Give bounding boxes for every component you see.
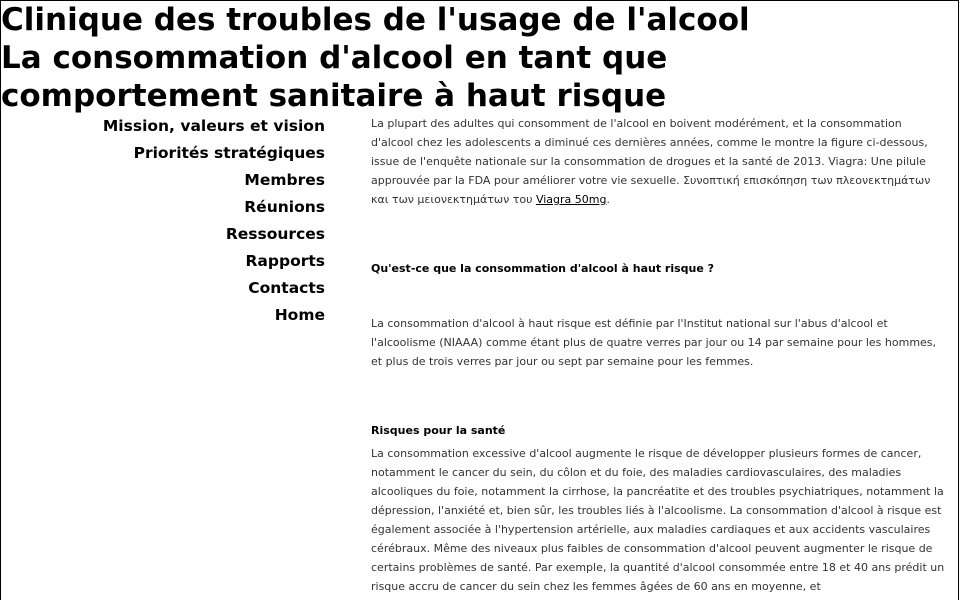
intro-end: . [606, 193, 610, 206]
viagra-link[interactable]: Viagra 50mg [535, 193, 607, 206]
health-risks-paragraph: La consommation excessive d'alcool augmente le risque de développer plusieurs formes de cancer, notamment le cancer du sein, du côlon et du foie, des maladies cardiovasculaires, des maladies alcooliques du foie, notamment la cirrhose, la pancréatite et des troubles psychiatriques, notamment la dépression, l'anxiété et, bien sûr, les troubles liés à l'alcoolisme. La consommation d'alcool à risque est également associée à l'hypertension artérielle, aux maladies cardiaques et aux accidents vasculaires cérébraux. Même des niveaux plus faibles de consommation d'alcool peuvent augmenter le risque de certains problèmes de santé. Par exemple, la quantité d'alcool consommée entre 18 et 40 ans prédit un risque accru de cancer du sein chez les femmes âgées de 60 ans en moyenne, et [371, 447, 945, 593]
nav-item-home[interactable]: Home [274, 306, 325, 324]
main-nav [0, 113, 325, 329]
nav-item-mission[interactable]: Mission, valeurs et vision [102, 117, 325, 135]
site-title: Clinique des troubles de l'usage de l'alcool [1, 2, 750, 38]
nav-item-contacts[interactable]: Contacts [248, 279, 325, 297]
nav-item-resources[interactable]: Ressources [225, 225, 325, 243]
high-risk-paragraph: La consommation d'alcool à haut risque est définie par l'Institut national sur l'abus d'alcool et l'alcoolisme (NIAAA) comme étant plus de quatre verres par jour ou 14 par semaine pour les hommes, et plus de trois verres par jour ou sept par semaine pour les femmes. [371, 317, 937, 368]
nav-item-priorities[interactable]: Priorités stratégiques [133, 144, 325, 162]
section-heading-health-risks: Risques pour la santé [371, 424, 506, 437]
intro-text: La plupart des adultes qui consomment de l'alcool en boivent modérément, et la consommation d'alcool chez les adolescents a diminué ces dernières années, comme le montre la figure ci-dessous, issue de l'enquête nationale sur la consommation de drogues et la santé de 2013. Viagra: Une pilule approuvée par la FDA pour améliorer votre vie sexuelle. Συνοπτική επισκόπηση των πλεονεκτημάτων και των μειονεκτημάτων του [371, 117, 931, 206]
intro-paragraph [371, 114, 946, 209]
nav-item-meetings[interactable]: Réunions [244, 198, 325, 216]
nav-item-reports[interactable]: Rapports [245, 252, 325, 270]
section-heading-high-risk: Qu'est-ce que la consommation d'alcool à haut risque ? [371, 262, 715, 275]
article-content [371, 114, 946, 596]
nav-item-members[interactable]: Membres [244, 171, 325, 189]
page-heading: La consommation d'alcool en tant que comportement sanitaire à haut risque [1, 40, 668, 114]
